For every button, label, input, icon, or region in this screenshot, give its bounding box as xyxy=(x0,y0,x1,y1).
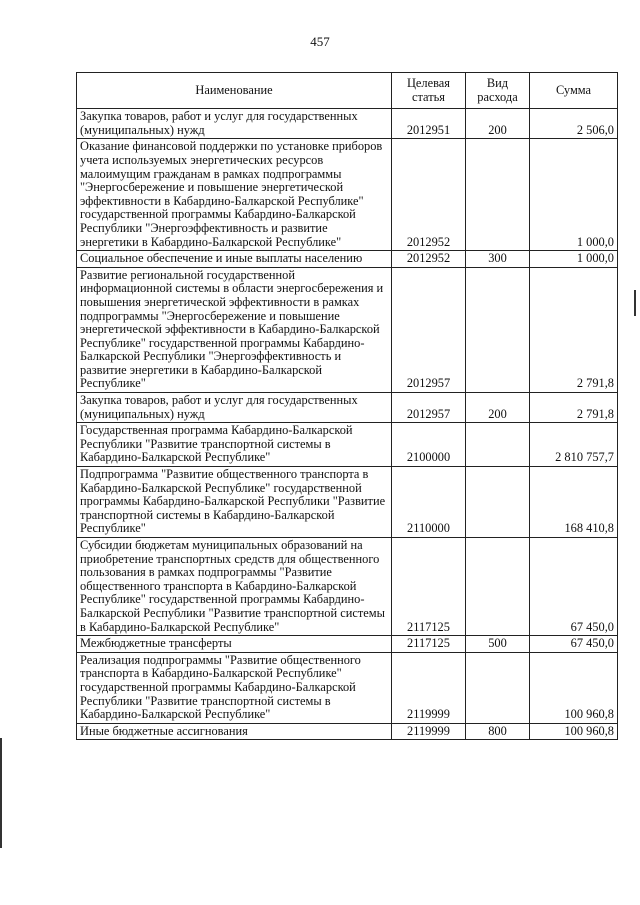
table-row xyxy=(77,423,618,467)
scan-margin-mark xyxy=(634,290,636,316)
header-sum xyxy=(530,73,618,109)
row-sum: 2 810 757,7 xyxy=(530,423,618,467)
page-number: 457 xyxy=(310,34,330,49)
header-name xyxy=(77,73,392,109)
row-name: Подпрограмма "Развитие общественного транспорта в Кабардино-Балкарской Республике" государственной программы Кабардино-Балкарской Республики "Развитие транспортной системы в Кабардино-Балкарской Республике" xyxy=(77,467,392,538)
row-type xyxy=(466,467,530,538)
table-header-row xyxy=(77,73,618,109)
budget-table xyxy=(76,72,618,740)
row-type xyxy=(466,652,530,723)
header-code xyxy=(392,73,466,109)
row-type xyxy=(466,267,530,392)
header-code-line1: Целевая xyxy=(406,76,451,90)
row-name: Оказание финансовой поддержки по установке приборов учета используемых энергетических ресурсов малоимущим гражданам в рамках подпрограммы "Энергосбережение и повышение энергетической эффективности в Кабардино-Балкарской Республике" государственной программы Кабардино-Балкарской Республики "Энергоэффективность и развитие энергетики в Кабардино-Балкарской Республике" xyxy=(77,139,392,251)
table-row xyxy=(77,393,618,423)
row-code: 2110000 xyxy=(392,467,466,538)
row-sum: 2 506,0 xyxy=(530,109,618,139)
row-type xyxy=(466,423,530,467)
header-type xyxy=(466,73,530,109)
row-name: Государственная программа Кабардино-Балкарской Республики "Развитие транспортной системы в Кабардино-Балкарской Республике" xyxy=(77,423,392,467)
row-sum: 67 450,0 xyxy=(530,636,618,653)
row-name: Иные бюджетные ассигнования xyxy=(77,723,392,740)
row-sum: 100 960,8 xyxy=(530,652,618,723)
row-code: 2012952 xyxy=(392,251,466,268)
table-row xyxy=(77,538,618,636)
table-row xyxy=(77,467,618,538)
row-code: 2012951 xyxy=(392,109,466,139)
row-sum: 2 791,8 xyxy=(530,267,618,392)
table-row xyxy=(77,251,618,268)
row-sum: 67 450,0 xyxy=(530,538,618,636)
row-code: 2117125 xyxy=(392,538,466,636)
row-name: Закупка товаров, работ и услуг для государственных (муниципальных) нужд xyxy=(77,393,392,423)
table-row xyxy=(77,109,618,139)
row-name: Субсидии бюджетам муниципальных образований на приобретение транспортных средств для общественного пользования в рамках подпрограммы "Развитие общественного транспорта в Кабардино-Балкарской Республике" государственной программы Кабардино-Балкарской Республики "Развитие транспортной системы в Кабардино-Балкарской Республике" xyxy=(77,538,392,636)
row-type: 300 xyxy=(466,251,530,268)
row-name: Социальное обеспечение и иные выплаты населению xyxy=(77,251,392,268)
row-name: Реализация подпрограммы "Развитие общественного транспорта в Кабардино-Балкарской Республике" государственной программы Кабардино-Балкарской Республики "Развитие транспортной системы в Кабардино-Балкарской Республике" xyxy=(77,652,392,723)
row-code: 2100000 xyxy=(392,423,466,467)
row-name: Развитие региональной государственной информационной системы в области энергосбережения и повышения энергетической эффективности в рамках подпрограммы "Энергосбережение и повышение энергетической эффективности в Кабардино-Балкарской Республике" государственной программы Кабардино-Балкарской Республики "Энергоэффективность и развитие энергетики в Кабардино-Балкарской Республике" xyxy=(77,267,392,392)
header-type-line1: Вид xyxy=(486,76,509,90)
row-sum: 1 000,0 xyxy=(530,251,618,268)
row-sum: 100 960,8 xyxy=(530,723,618,740)
row-type: 500 xyxy=(466,636,530,653)
row-code: 2012957 xyxy=(392,267,466,392)
table-row xyxy=(77,636,618,653)
row-code: 2119999 xyxy=(392,652,466,723)
row-code: 2012952 xyxy=(392,139,466,251)
row-sum: 1 000,0 xyxy=(530,139,618,251)
header-type-line2: расхода xyxy=(477,89,518,104)
row-name: Межбюджетные трансферты xyxy=(77,636,392,653)
row-sum: 168 410,8 xyxy=(530,467,618,538)
row-type: 200 xyxy=(466,393,530,423)
row-type: 800 xyxy=(466,723,530,740)
header-sum-label: Сумма xyxy=(555,82,592,97)
row-sum: 2 791,8 xyxy=(530,393,618,423)
row-type: 200 xyxy=(466,109,530,139)
table-row xyxy=(77,652,618,723)
row-type xyxy=(466,139,530,251)
row-code: 2119999 xyxy=(392,723,466,740)
table-row xyxy=(77,267,618,392)
header-name-label: Наименование xyxy=(195,82,273,97)
table-row xyxy=(77,139,618,251)
header-code-line2: статья xyxy=(411,89,445,104)
table-row xyxy=(77,723,618,740)
row-type xyxy=(466,538,530,636)
row-code: 2012957 xyxy=(392,393,466,423)
row-code: 2117125 xyxy=(392,636,466,653)
scan-margin-mark xyxy=(0,738,2,848)
row-name: Закупка товаров, работ и услуг для государственных (муниципальных) нужд xyxy=(77,109,392,139)
